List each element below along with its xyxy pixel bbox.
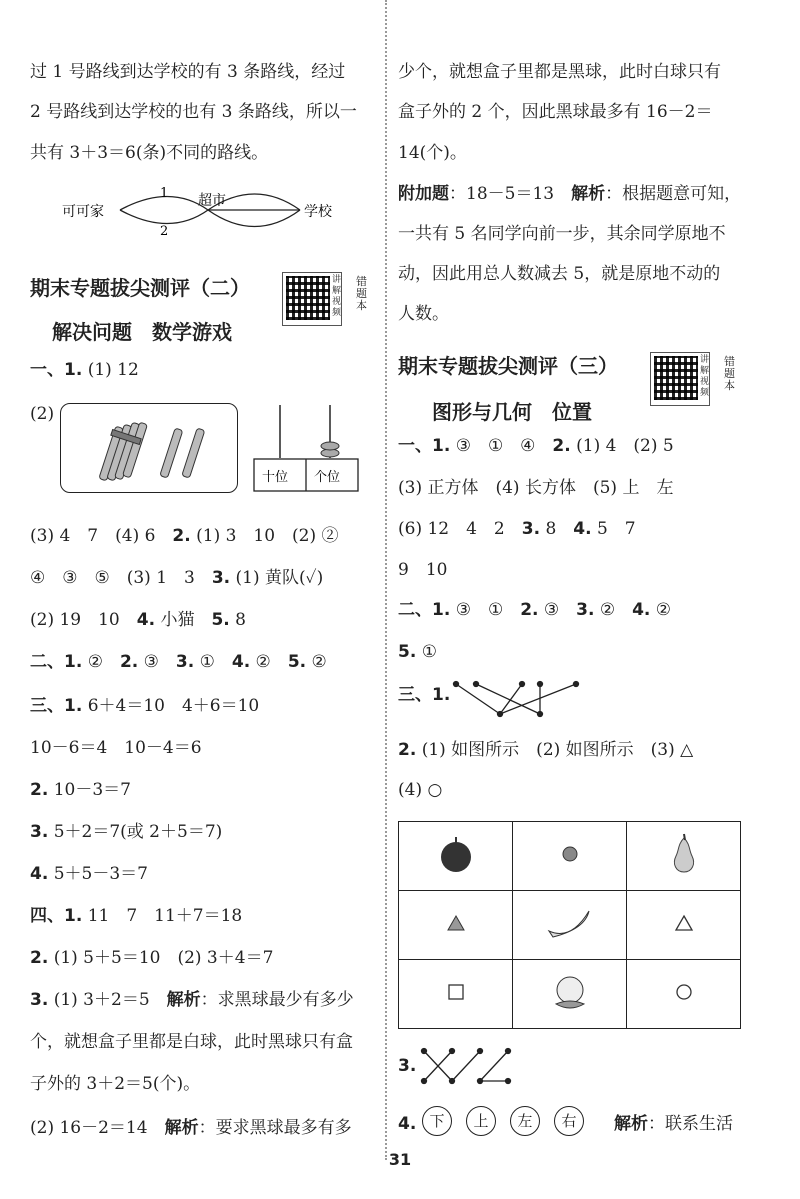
grid-apple [399, 822, 513, 891]
route-upper: 1 [160, 186, 169, 201]
position-words [422, 1106, 598, 1136]
answer-line-5: (2) 19 10 4. 小猫 5. 8 [30, 610, 246, 630]
answer-line-13: 2. (1) 5＋5＝10 (2) 3＋4＝7 [30, 948, 274, 968]
bundle-box [60, 403, 238, 493]
grid-triangle [399, 891, 513, 960]
qr-code-icon [654, 356, 698, 400]
square-outline-icon [446, 982, 466, 1002]
qr-code-2[interactable] [650, 352, 710, 406]
answer-line-14: 3. (1) 3＋2＝5 解析：求黑球最少有多少 [30, 990, 354, 1010]
answer-line-6: 二、1. ② 2. ③ 3. ① 4. ② 5. ② [30, 652, 327, 672]
answer-line-1: 一、1. (1) 12 [30, 360, 139, 380]
r-line-8: 2. (1) 如图所示 (2) 如图所示 (3) △ [398, 740, 694, 760]
apple-icon [436, 834, 476, 874]
r-line-5: 二、1. ③ ① 2. ③ 3. ② 4. ② [398, 600, 672, 620]
position-word-left: 左 [510, 1106, 540, 1136]
r-line-10: 3. [398, 1056, 417, 1076]
qr-code-icon [286, 276, 330, 320]
r-line-3: (6) 12 4 2 3. 8 4. 5 7 [398, 519, 636, 539]
answer-line-2: (2) [30, 404, 55, 424]
answer-line-10: 3. 5＋2＝7(或 2＋5＝7) [30, 822, 223, 842]
section2-title: 期末专题拔尖测评（二） [30, 276, 250, 300]
grid-dot [513, 822, 627, 891]
position-word-up: 上 [466, 1106, 496, 1136]
filled-triangle-icon [445, 913, 467, 933]
grid-banana [513, 891, 627, 960]
route-start: 可可家 [62, 204, 104, 220]
route-middle: 超市 [198, 193, 226, 209]
column-divider [385, 0, 387, 1160]
answer-line-16: 子外的 3＋2＝5(个)。 [30, 1074, 201, 1094]
grid-square [399, 960, 513, 1029]
route-diagram [60, 183, 380, 243]
section3-title: 期末专题拔尖测评（三） [398, 354, 618, 378]
answer-line-9: 2. 10－3＝7 [30, 780, 131, 800]
intro-line-3: 共有 3＋3＝6(条)不同的路线。 [30, 143, 269, 163]
intro-line-1: 过 1 号路线到达学校的有 3 条路线，经过 [30, 62, 346, 82]
answer-line-4: ④ ③ ⑤ (3) 1 3 3. (1) 黄队(✓) [30, 568, 324, 588]
route-end: 学校 [304, 204, 332, 220]
right-top-line-1: 少个，就想盒子里都是黑球，此时白球只有 [398, 62, 721, 82]
abacus-diagram [250, 403, 365, 493]
triangle-outline-icon [673, 913, 695, 933]
position-word-down: 下 [422, 1106, 452, 1136]
matching-lines-1 [450, 678, 590, 720]
answer-line-11: 4. 5＋5－3＝7 [30, 864, 148, 884]
bonus-line-3: 动，因此用总人数减去 5，就是原地不动的 [398, 264, 721, 284]
pear-icon [664, 832, 704, 876]
bonus-line-1: 附加题：18－5＝13 解析：根据题意可知， [398, 184, 742, 204]
answer-line-7: 三、1. 6＋4＝10 4＋6＝10 [30, 696, 260, 716]
peach-icon [548, 970, 592, 1014]
r-line-11: 4. [398, 1114, 417, 1134]
grid-triangle-outline [627, 891, 741, 960]
section3-subtitle: 图形与几何 位置 [432, 400, 592, 424]
answer-line-15: 个，就想盒子里都是白球，此时黑球只有盒 [30, 1032, 353, 1052]
r-line-9: (4) ○ [398, 780, 443, 800]
grid-peach [513, 960, 627, 1029]
banana-icon [545, 903, 595, 943]
answer-line-12: 四、1. 11 7 11＋7＝18 [30, 906, 243, 926]
r-line-6: 5. ① [398, 642, 437, 662]
grid-circle [627, 960, 741, 1029]
filled-circle-icon [560, 844, 580, 864]
qr-label-a-2: 讲解视频 [700, 355, 710, 398]
intro-line-2: 2 号路线到达学校的也有 3 条路线，所以一 [30, 102, 357, 122]
qr-label-a: 讲解视频 [332, 275, 342, 318]
r-line-7: 三、1. [398, 685, 451, 705]
qr-label-b-1: 错题本 [356, 275, 367, 312]
sticks-bundle-icon [61, 404, 237, 492]
bonus-line-4: 人数。 [398, 304, 449, 324]
matching-lines-2 [418, 1045, 522, 1087]
circle-outline-icon [674, 982, 694, 1002]
abacus-tens: 十位 [262, 470, 289, 485]
grid-pear [627, 822, 741, 891]
qr-code-1[interactable] [282, 272, 342, 326]
bonus-line-2: 一共有 5 名同学向前一步，其余同学原地不 [398, 224, 726, 244]
position-word-right: 右 [554, 1106, 584, 1136]
position-grid [398, 821, 741, 1029]
r-line-4: 9 10 [398, 560, 448, 580]
r-line-2: (3) 正方体 (4) 长方体 (5) 上 左 [398, 478, 674, 498]
r-line-11-note: 解析：联系生活 [614, 1114, 733, 1134]
answer-line-17: (2) 16－2＝14 解析：要求黑球最多有多 [30, 1118, 352, 1138]
route-lower: 2 [160, 224, 169, 239]
right-top-line-3: 14(个)。 [398, 143, 467, 163]
section2-subtitle: 解决问题 数学游戏 [52, 320, 232, 344]
abacus-ones: 个位 [314, 470, 341, 485]
page-number: 31 [388, 1150, 412, 1169]
right-top-line-2: 盒子外的 2 个，因此黑球最多有 16－2＝ [398, 102, 713, 122]
answer-line-3: (3) 4 7 (4) 6 2. (1) 3 10 (2) ② [30, 526, 339, 546]
answer-line-8: 10－6＝4 10－4＝6 [30, 738, 202, 758]
qr-label-b-2: 错题本 [724, 355, 735, 392]
r-line-1: 一、1. ③ ① ④ 2. (1) 4 (2) 5 [398, 436, 674, 456]
